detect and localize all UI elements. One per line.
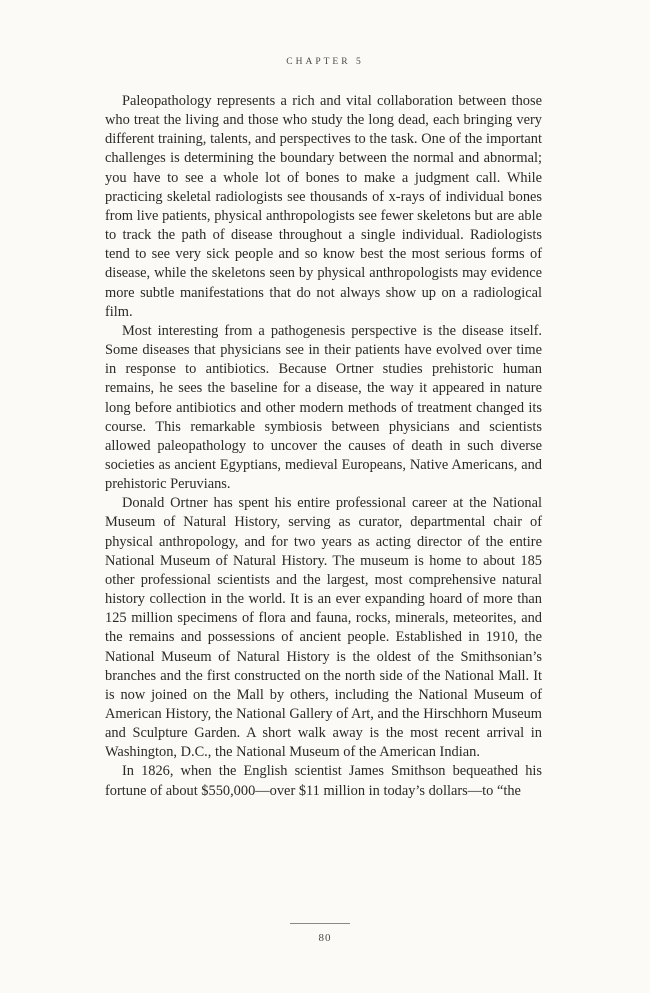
paragraph: In 1826, when the English scientist James Smithson bequeathed his fortune of about $550,000—over $11 million in today’s dollars—to “the	[105, 763, 542, 799]
footer-rule	[290, 923, 350, 924]
paragraph: Paleopathology represents a rich and vital collaboration between those who treat the living and those who study the long dead, each bringing very different training, talents, and perspectives to the task. One of the important challenges is determining the boundary between the normal and abnormal; you have to see a whole lot of bones to make a judgment call. While practicing skeletal radiologists see thousands of x-rays of individual bones from live patients, physical anthropologists see fewer skeletons but are able to track the path of disease throughout a single individual. Radiologists tend to see very sick people and so know best the most serious forms of disease, while the skeletons seen by physical anthropologists may evidence more subtle manifestations that do not always show up on a radiological film.	[105, 93, 542, 320]
paragraph: Most interesting from a pathogenesis perspective is the disease itself. Some diseases that physicians see in their patients have evolved over time in response to antibiotics. Because Ortner studies prehistoric human remains, he sees the baseline for a disease, the way it appeared in nature long before antibiotics and other modern methods of treatment changed its course. This remarkable symbiosis between physicians and scientists allowed paleopathology to uncover the causes of death in such diverse societies as ancient Egyptians, medieval Europeans, Native Americans, and prehistoric Peruvians.	[105, 322, 542, 493]
running-head: CHAPTER 5	[286, 57, 364, 67]
paragraph: Donald Ortner has spent his entire professional career at the National Museum of Natural History, serving as curator, departmental chair of physical anthropology, and for two years as acting director of the entire National Museum of Natural History. The museum is home to about 185 other professional scientists and the largest, most comprehensive natural history collection in the world. It is an ever expanding hoard of more than 125 million specimens of flora and fauna, rocks, minerals, meteorites, and the remains and possessions of ancient people. Established in 1910, the National Museum of Natural History is the oldest of the Smithsonian’s branches and the first constructed on the north side of the National Mall. It is now joined on the Mall by others, including the National Museum of American History, the National Gallery of Art, and the Hirschhorn Museum and Sculpture Garden. A short walk away is the most recent arrival in Washington, D.C., the National Museum of the American Indian.	[105, 495, 542, 761]
page-number: 80	[318, 932, 332, 944]
body-text	[105, 92, 542, 801]
